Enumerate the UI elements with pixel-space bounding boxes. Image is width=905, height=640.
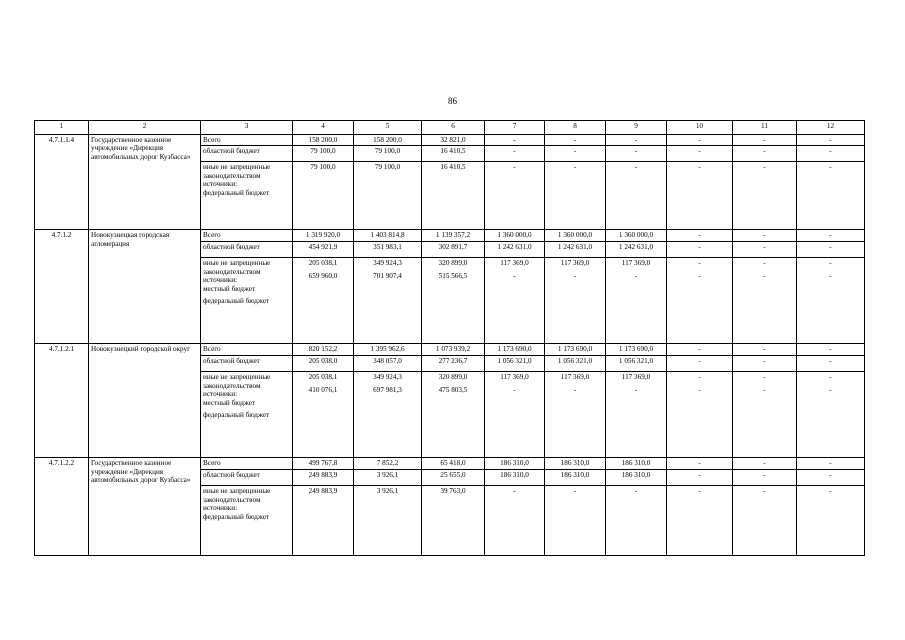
column-number: 10: [667, 121, 733, 135]
value-cell: -: [733, 242, 797, 258]
row-code: 4.7.1.2: [35, 230, 89, 344]
value-cell: [797, 372, 865, 458]
cell-text: -: [763, 385, 766, 394]
cell-text: -: [573, 487, 577, 496]
cell-text: 205 038,1: [308, 373, 338, 382]
cell-text: федеральный бюджет: [203, 512, 270, 521]
cell-text: 320 899,0: [438, 259, 468, 268]
value-cell: 351 983,1: [354, 242, 422, 258]
cell-text: -: [763, 271, 766, 280]
cell-text: -: [698, 385, 701, 394]
funding-source: Всего: [201, 344, 293, 356]
cell-text: иные не запрещенные законодательством источники:: [203, 259, 271, 285]
value-cell: 3 926,1: [354, 470, 422, 486]
cell-text: 16 410,5: [440, 163, 466, 172]
value-cell: [422, 486, 485, 556]
column-number: 7: [485, 121, 545, 135]
funding-source: Всего: [201, 458, 293, 470]
cell-text: -: [763, 373, 766, 382]
value-cell: 1 056 321,0: [545, 356, 606, 372]
value-cell: -: [545, 135, 606, 146]
value-cell: [293, 372, 354, 458]
cell-text: 79 100,0: [310, 163, 336, 172]
cell-text: -: [698, 487, 701, 496]
value-cell: [545, 372, 606, 458]
value-cell: -: [485, 135, 545, 146]
cell-text: иные не запрещенные законодательством источники:: [203, 373, 271, 399]
value-cell: -: [667, 242, 733, 258]
value-cell: 1 395 962,6: [354, 344, 422, 356]
cell-text: -: [573, 385, 577, 394]
value-cell: -: [667, 344, 733, 356]
funding-source: [201, 162, 293, 230]
budget-table: [34, 120, 865, 556]
value-cell: [293, 486, 354, 556]
value-cell: 1 173 690,0: [485, 344, 545, 356]
table-row: [35, 230, 865, 242]
value-cell: [545, 258, 606, 344]
column-number: 4: [293, 121, 354, 135]
value-cell: 186 310,0: [606, 458, 667, 470]
cell-text: 515 566,5: [438, 271, 468, 280]
cell-text: 117 369,0: [560, 259, 590, 268]
value-cell: 249 883,9: [293, 470, 354, 486]
value-cell: 79 100,0: [293, 146, 354, 162]
value-cell: [545, 486, 606, 556]
value-cell: 1 056 321,0: [485, 356, 545, 372]
value-cell: [606, 258, 667, 344]
value-cell: [354, 258, 422, 344]
cell-text: -: [763, 487, 766, 496]
value-cell: 1 360 000,0: [545, 230, 606, 242]
value-cell: 79 100,0: [354, 146, 422, 162]
value-cell: -: [667, 356, 733, 372]
cell-text: -: [513, 385, 516, 394]
column-number: 1: [35, 121, 89, 135]
value-cell: -: [667, 458, 733, 470]
value-cell: 348 057,0: [354, 356, 422, 372]
value-cell: 1 073 939,2: [422, 344, 485, 356]
value-cell: 1 319 920,0: [293, 230, 354, 242]
value-cell: [485, 162, 545, 230]
value-cell: 302 891,7: [422, 242, 485, 258]
value-cell: 65 418,0: [422, 458, 485, 470]
value-cell: 186 310,0: [485, 470, 545, 486]
value-cell: [485, 486, 545, 556]
cell-text: 697 981,3: [373, 385, 402, 394]
cell-text: -: [698, 271, 701, 280]
value-cell: -: [733, 356, 797, 372]
value-cell: 499 767,8: [293, 458, 354, 470]
cell-text: -: [573, 271, 577, 280]
value-cell: 186 310,0: [606, 470, 667, 486]
cell-text: -: [634, 487, 638, 496]
value-cell: 1 173 690,0: [606, 344, 667, 356]
cell-text: 117 369,0: [500, 373, 529, 382]
value-cell: 1 242 631,0: [606, 242, 667, 258]
value-cell: [354, 162, 422, 230]
funding-source: областной бюджет: [201, 146, 293, 162]
value-cell: -: [797, 230, 865, 242]
cell-text: 410 076,1: [308, 385, 338, 394]
cell-text: -: [513, 163, 516, 172]
funding-source: областной бюджет: [201, 242, 293, 258]
value-cell: [606, 162, 667, 230]
value-cell: 1 360 000,0: [606, 230, 667, 242]
value-cell: -: [733, 135, 797, 146]
cell-text: 39 763,0: [440, 487, 466, 496]
value-cell: 32 821,0: [422, 135, 485, 146]
value-cell: 186 310,0: [485, 458, 545, 470]
cell-text: 701 907,4: [373, 271, 402, 280]
value-cell: 1 139 357,2: [422, 230, 485, 242]
value-cell: 25 655,0: [422, 470, 485, 486]
value-cell: 186 310,0: [545, 470, 606, 486]
value-cell: -: [485, 146, 545, 162]
funding-source: [201, 372, 293, 458]
value-cell: -: [733, 344, 797, 356]
page-number: 86: [448, 96, 457, 106]
row-code: 4.7.1.1.4: [35, 135, 89, 230]
cell-text: -: [634, 163, 638, 172]
value-cell: -: [797, 146, 865, 162]
value-cell: [606, 372, 667, 458]
value-cell: [667, 486, 733, 556]
value-cell: [545, 162, 606, 230]
value-cell: [797, 258, 865, 344]
value-cell: 1 242 631,0: [485, 242, 545, 258]
value-cell: [422, 162, 485, 230]
value-cell: 454 921,9: [293, 242, 354, 258]
funding-source: областной бюджет: [201, 356, 293, 372]
column-number: 5: [354, 121, 422, 135]
cell-text: иные не запрещенные законодательством источники:: [203, 163, 271, 189]
cell-text: 205 038,1: [308, 259, 338, 268]
column-numbers-row: [35, 121, 865, 135]
value-cell: -: [667, 470, 733, 486]
row-name: Новокузнецкий городской округ: [89, 344, 201, 458]
cell-text: -: [513, 487, 516, 496]
value-cell: [797, 162, 865, 230]
value-cell: 7 852,2: [354, 458, 422, 470]
column-number: 11: [733, 121, 797, 135]
table-row: [35, 135, 865, 146]
cell-text: 320 899,0: [438, 373, 468, 382]
cell-text: -: [829, 487, 832, 496]
column-number: 8: [545, 121, 606, 135]
value-cell: -: [797, 470, 865, 486]
value-cell: -: [797, 458, 865, 470]
cell-text: 117 369,0: [560, 373, 590, 382]
value-cell: -: [733, 230, 797, 242]
row-code: 4.7.1.2.1: [35, 344, 89, 458]
cell-text: 79 100,0: [374, 163, 401, 172]
value-cell: [667, 258, 733, 344]
cell-text: иные не запрещенные законодательством источники:: [203, 487, 271, 513]
value-cell: [733, 486, 797, 556]
cell-text: местный бюджет: [203, 398, 256, 407]
cell-text: -: [573, 163, 577, 172]
value-cell: 1 360 000,0: [485, 230, 545, 242]
value-cell: [606, 486, 667, 556]
row-name: Новокузнецкая городская агломерация: [89, 230, 201, 344]
cell-text: -: [634, 271, 638, 280]
value-cell: [293, 162, 354, 230]
value-cell: -: [733, 458, 797, 470]
value-cell: -: [797, 135, 865, 146]
value-cell: [733, 162, 797, 230]
value-cell: -: [667, 135, 733, 146]
cell-text: 475 803,5: [438, 385, 468, 394]
cell-text: -: [829, 271, 832, 280]
cell-text: -: [763, 259, 766, 268]
cell-text: -: [513, 271, 516, 280]
value-cell: -: [606, 146, 667, 162]
column-number: 12: [797, 121, 865, 135]
funding-source: [201, 486, 293, 556]
column-number: 3: [201, 121, 293, 135]
cell-text: федеральный бюджет: [203, 188, 270, 197]
cell-text: 117 369,0: [500, 259, 529, 268]
cell-text: 3 926,1: [376, 487, 399, 496]
cell-text: -: [698, 259, 701, 268]
value-cell: -: [797, 242, 865, 258]
cell-text: -: [763, 163, 766, 172]
cell-text: местный бюджет: [203, 284, 256, 293]
value-cell: -: [667, 230, 733, 242]
cell-text: -: [829, 373, 832, 382]
funding-source: областной бюджет: [201, 470, 293, 486]
value-cell: 16 410,5: [422, 146, 485, 162]
value-cell: 1 242 631,0: [545, 242, 606, 258]
value-cell: [733, 372, 797, 458]
funding-source: [201, 258, 293, 344]
cell-text: 249 883,9: [308, 487, 338, 496]
value-cell: 1 056 321,0: [606, 356, 667, 372]
cell-text: 117 369,0: [621, 259, 651, 268]
cell-text: 349 924,3: [373, 259, 402, 268]
cell-text: федеральный бюджет: [203, 411, 270, 420]
value-cell: 1 403 814,8: [354, 230, 422, 242]
value-cell: [422, 372, 485, 458]
value-cell: -: [797, 356, 865, 372]
value-cell: [293, 258, 354, 344]
value-cell: [733, 258, 797, 344]
value-cell: 1 173 690,0: [545, 344, 606, 356]
cell-text: -: [829, 385, 832, 394]
funding-source: Всего: [201, 135, 293, 146]
table-row: [35, 344, 865, 356]
cell-text: 349 924,3: [373, 373, 402, 382]
value-cell: [354, 372, 422, 458]
cell-text: 117 369,0: [621, 373, 651, 382]
value-cell: [485, 372, 545, 458]
value-cell: [422, 258, 485, 344]
value-cell: [667, 162, 733, 230]
cell-text: -: [698, 163, 701, 172]
value-cell: -: [667, 146, 733, 162]
value-cell: 820 152,2: [293, 344, 354, 356]
value-cell: -: [606, 135, 667, 146]
value-cell: -: [733, 470, 797, 486]
column-number: 2: [89, 121, 201, 135]
value-cell: 158 200,0: [293, 135, 354, 146]
value-cell: -: [797, 344, 865, 356]
cell-text: -: [829, 259, 832, 268]
funding-source: Всего: [201, 230, 293, 242]
value-cell: -: [545, 146, 606, 162]
cell-text: -: [634, 385, 638, 394]
row-code: 4.7.1.2.2: [35, 458, 89, 556]
cell-text: 659 960,0: [308, 271, 338, 280]
value-cell: [354, 486, 422, 556]
value-cell: 277 236,7: [422, 356, 485, 372]
cell-text: федеральный бюджет: [203, 297, 270, 306]
value-cell: 186 310,0: [545, 458, 606, 470]
column-number: 6: [422, 121, 485, 135]
table-row: [35, 458, 865, 470]
row-name: Государственное казенное учреждение «Дирекция автомобильных дорог Кузбасса»: [89, 458, 201, 556]
value-cell: [667, 372, 733, 458]
cell-text: -: [829, 163, 832, 172]
cell-text: -: [698, 373, 701, 382]
value-cell: 158 200,0: [354, 135, 422, 146]
column-number: 9: [606, 121, 667, 135]
value-cell: -: [733, 146, 797, 162]
value-cell: [797, 486, 865, 556]
row-name: Государственное казенное учреждение «Дирекция автомобильных дорог Кузбасса»: [89, 135, 201, 230]
value-cell: [485, 258, 545, 344]
value-cell: 205 038,0: [293, 356, 354, 372]
